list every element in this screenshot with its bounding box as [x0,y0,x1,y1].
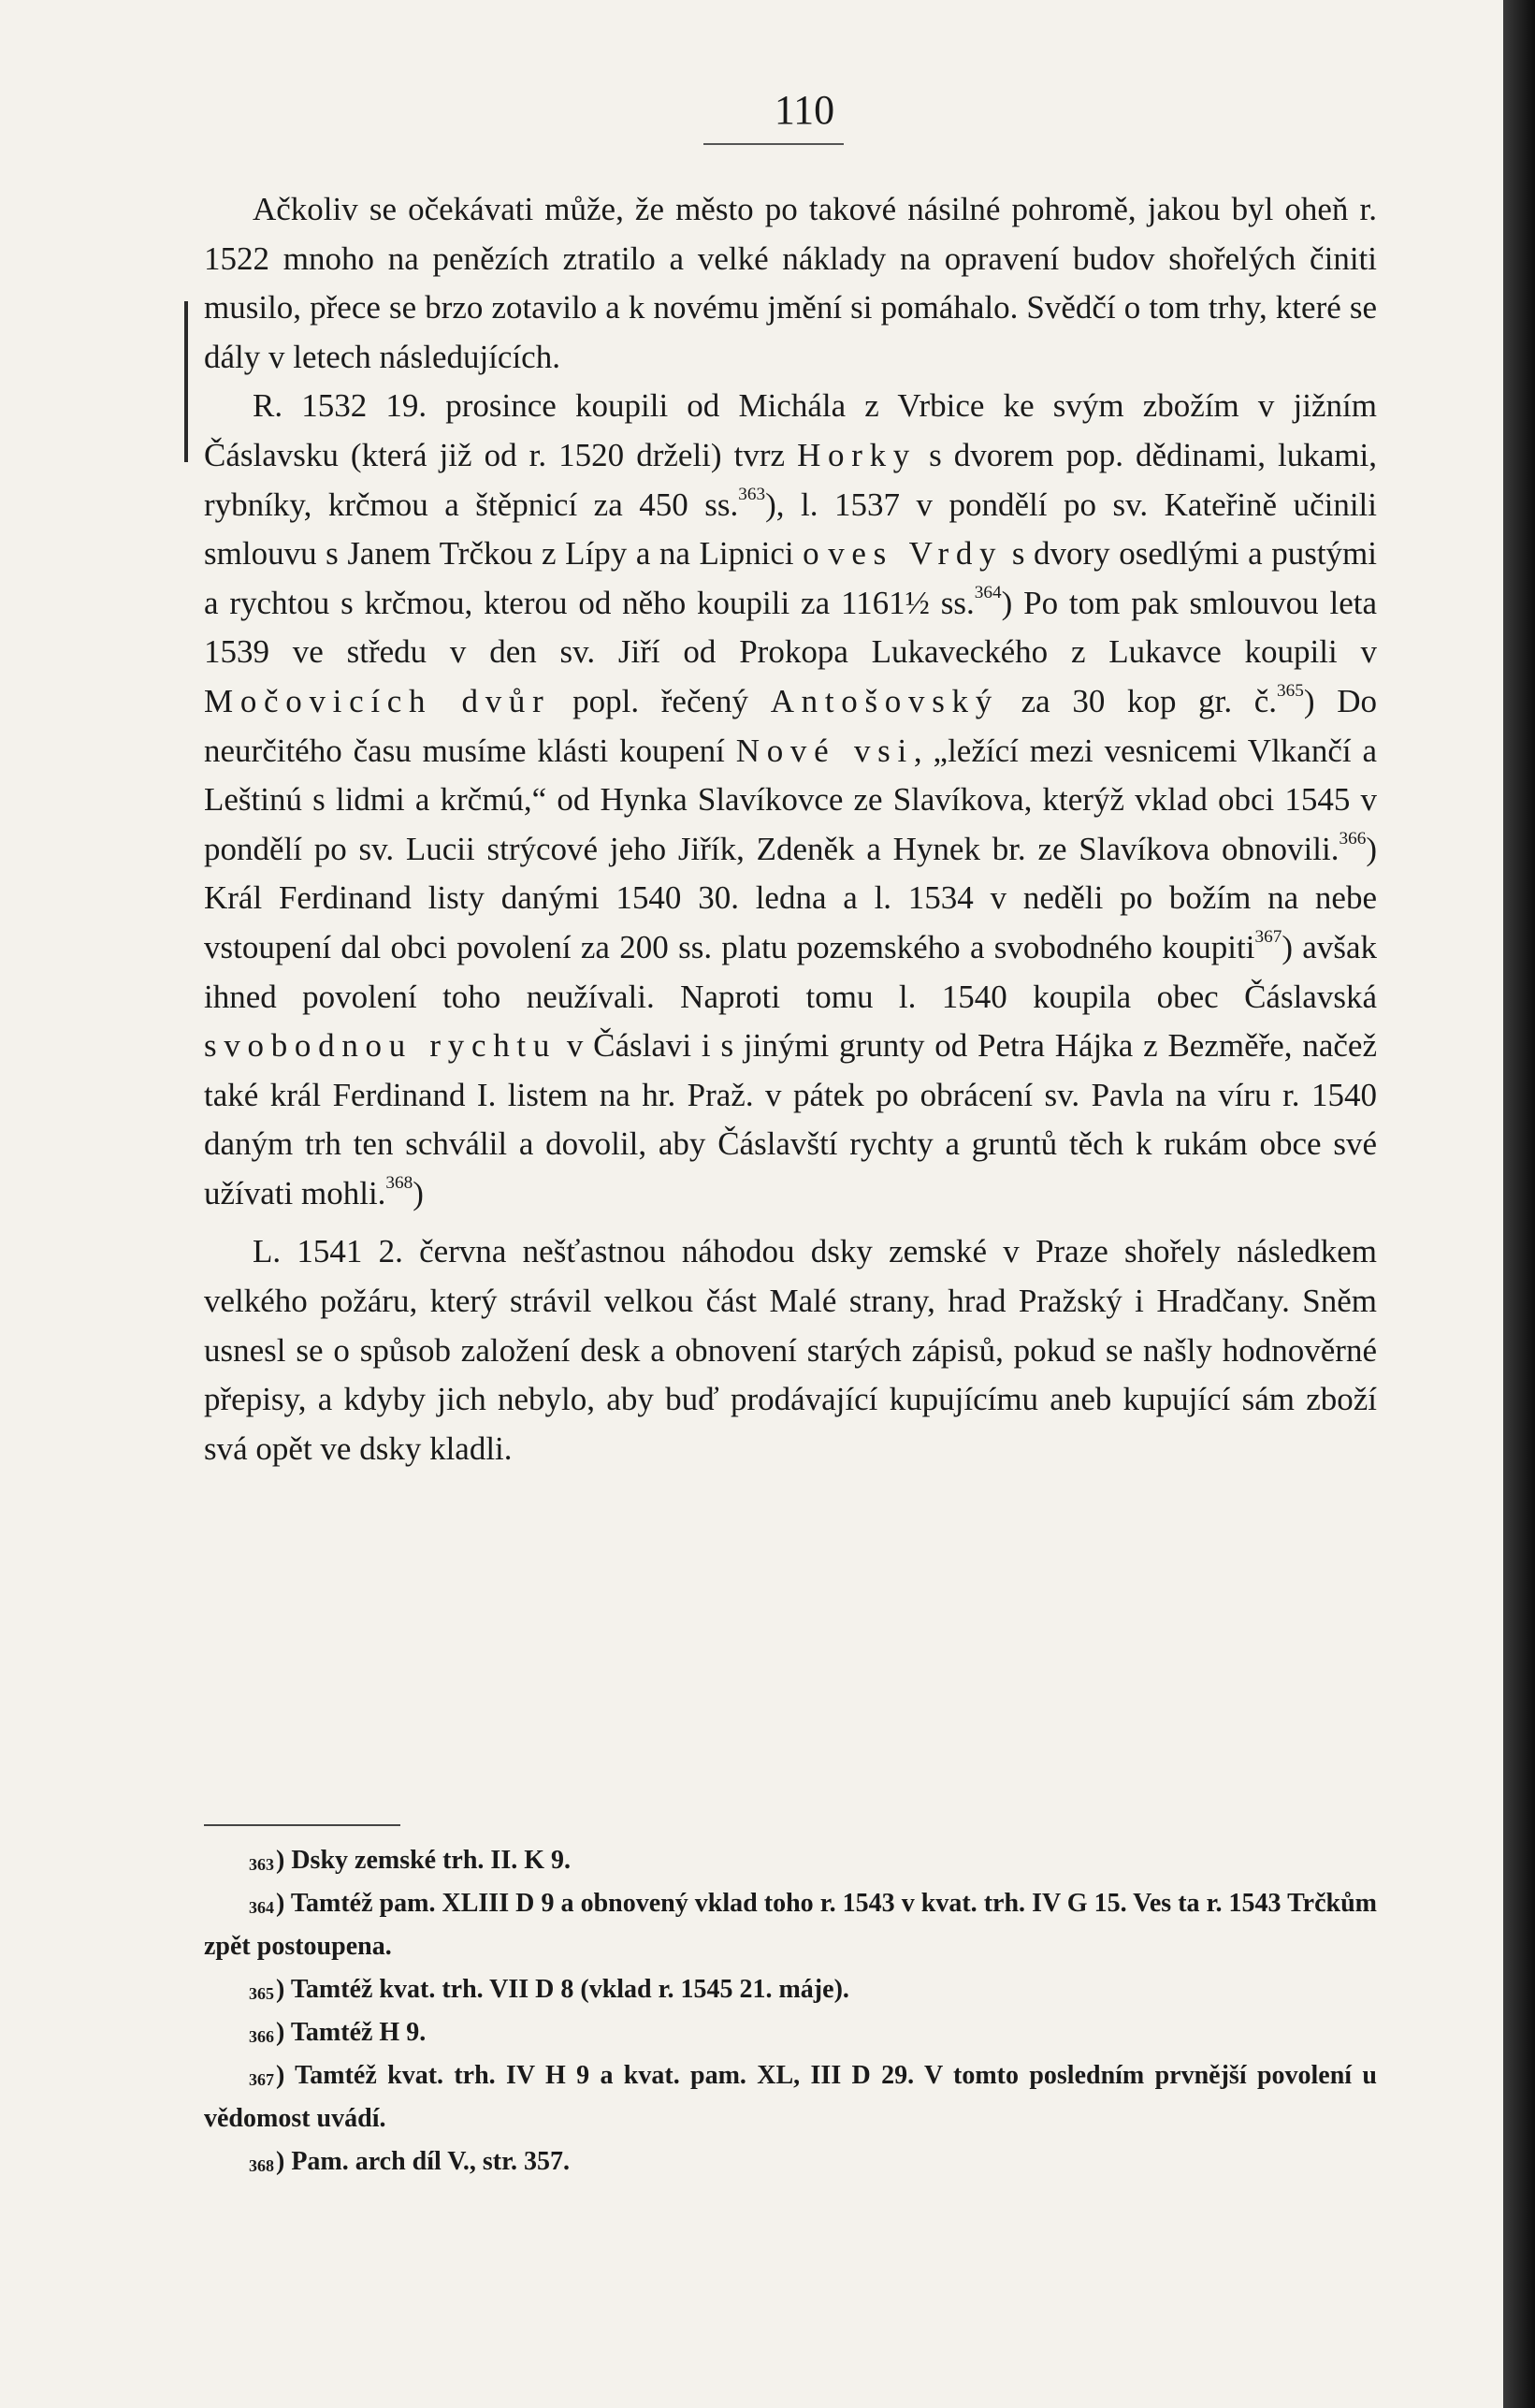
text-run: v Čáslavi i s jinými grunty od Petra Hájka z Bezměře, načež také král Ferdinand I. listem na hr. Praž. v pátek po obrácení sv. Pavla na víru r. 1540 daným trh ten schválil a dovolil, aby Čáslavští rychty a gruntů těch k rukám obce své užívati mohli. [204,1027,1377,1211]
text-run: ), l. 1537 v pondělí po sv. Kateřině učinili smlouvu s Janem Trčkou z Lípy a na Lipnici o [204,486,1378,573]
spaced-emphasis: svobodnou rychtu [204,1027,558,1065]
footnote-text: Tamtéž kvat. trh. IV H 9 a kvat. pam. XL, III D 29. V tomto posledním prvnější povolení u vědomost uvádí. [204,2061,1377,2133]
paragraph [204,185,1377,382]
footnote-number: 363 [249,1855,274,1874]
text-run: ) avšak ihned povolení toho neužívali. Naproti tomu l. 1540 koupila obec Čáslavská [204,928,1377,1015]
page-edge [1503,0,1535,2408]
text-run: popl. řečený [550,682,771,719]
footnote: $^{366}$) Tamtéž H 9. [249,2018,427,2047]
footnote-ref: 368 [385,1173,413,1194]
footnote-rule [204,1824,400,1826]
spaced-emphasis: Antošovský [770,682,999,719]
footnote-ref: 367 [1254,927,1282,948]
footnote-text: Tamtéž H 9. [284,2018,427,2047]
text-run: za 30 kop gr. č. [998,682,1278,719]
footnote-ref: 363 [738,485,766,505]
footnote: $^{364}$) Tamtéž pam. XLIII D 9 a obnovený vklad toho r. 1543 v kvat. trh. IV G 15. Ves ta r. 1543 Trčkům zpět postoupena. [204,1889,1377,1961]
footnote-number: 365 [249,1984,274,2003]
footnote-number: 368 [249,2156,274,2175]
footnote-text: Pam. arch díl V., str. 357. [284,2147,570,2176]
footnotes [204,1839,1377,2183]
footnote: $^{368}$) Pam. arch díl V., str. 357. [249,2147,570,2176]
spaced-emphasis: ves Vrdy [828,535,1004,573]
footnote-ref: 365 [1277,681,1304,702]
text-run: R. 1532 19. prosince koupili od Michála z Vrbice ke svým zbožím v jižním Čáslavsku (která již od r. 1520 drželi) tvrz [204,387,1377,473]
footnote: $^{363}$) Dsky zemské trh. II. K 9. [249,1846,571,1875]
footnote: $^{365}$) Tamtéž kvat. trh. VII D 8 (vklad r. 1545 21. máje). [249,1975,849,2004]
text-run: Ačkoliv se očekávati může, že město po takové násilné pohromě, jakou byl oheň r. 1522 mnoho na penězích ztratilo a velké náklady na opravení budov shořelých činiti musilo, přece se brzo zotavilo a k novému jmění si pomáhalo. Svědčí o tom trhy, které se dály v letech následujících. [204,191,1377,375]
spaced-emphasis: Nové vsi [735,732,914,769]
text-run: ) Po tom pak smlouvou leta 1539 ve středu v den sv. Jiří od Prokopa Lukaveckého z Lukavce koupili v [204,584,1377,671]
footnote-text: Dsky zemské trh. II. K 9. [284,1846,571,1875]
page-number: 110 [774,87,835,133]
margin-mark [184,301,188,462]
footnote-number: 366 [249,2027,274,2046]
page-number-rule [703,143,844,145]
text-run: s dvorem pop. dědinami, lukami, rybníky, krčmou a štěpnicí za 450 ss. [204,436,1377,523]
footnote-text: Tamtéž pam. XLIII D 9 a obnovený vklad toho r. 1543 v kvat. trh. IV G 15. Ves ta r. 1543 Trčkům zpět postoupena. [204,1889,1377,1961]
footnote-ref: 364 [974,583,1002,603]
text-run: ) Do neurčitého času musíme klásti koupení [204,682,1378,769]
footnote: $^{367}$) Tamtéž kvat. trh. IV H 9 a kvat. pam. XL, III D 29. V tomto posledním prvnější povolení u vědomost uvádí. [204,2061,1377,2133]
text-run: ) Král Ferdinand listy danými 1540 30. ledna a l. 1534 v neděli po božím na nebe vstoupení dal obci povolení za 200 ss. platu pozemského a svobodného koupiti [204,830,1377,965]
paragraph [204,382,1377,1218]
paragraph [204,1227,1377,1473]
spaced-emphasis: Horky [797,436,918,473]
footnote-text: Tamtéž kvat. trh. VII D 8 (vklad r. 1545 21. máje). [284,1975,849,2004]
body-text [204,185,1377,1473]
spaced-emphasis: Močovicích dvůr [204,682,551,719]
footnote-number: 367 [249,2070,274,2089]
text-run: s dvory osedlými a pustými a rychtou s krčmou, kterou od něho koupili za 1161½ ss. [204,535,1377,621]
text-run: , „ležící mezi vesnicemi Vlkančí a Leštinú s lidmi a krčmú,“ od Hynka Slavíkovce ze Slavíkova, kterýž vklad obci 1545 v pondělí po sv. Lucii strýcové jeho Jiřík, Zdeněk a Hynek br. ze Slavíkova obnovili. [204,732,1378,867]
text-run: L. 1541 2. června nešťastnou náhodou dsky zemské v Praze shořely následkem velkého požáru, který strávil velkou část Malé strany, hrad Pražský i Hradčany. Sněm usnesl se o spůsob založení desk a obnovení starých zápisů, pokud se našly hodnověrné přepisy, a kdyby jich nebylo, aby buď prodávající kupujícímu aneb kupující sám zboží svá opět ve dsky kladli. [204,1233,1377,1467]
footnote-number: 364 [249,1898,274,1917]
text-run: ) [413,1174,424,1211]
footnote-ref: 366 [1339,829,1367,849]
